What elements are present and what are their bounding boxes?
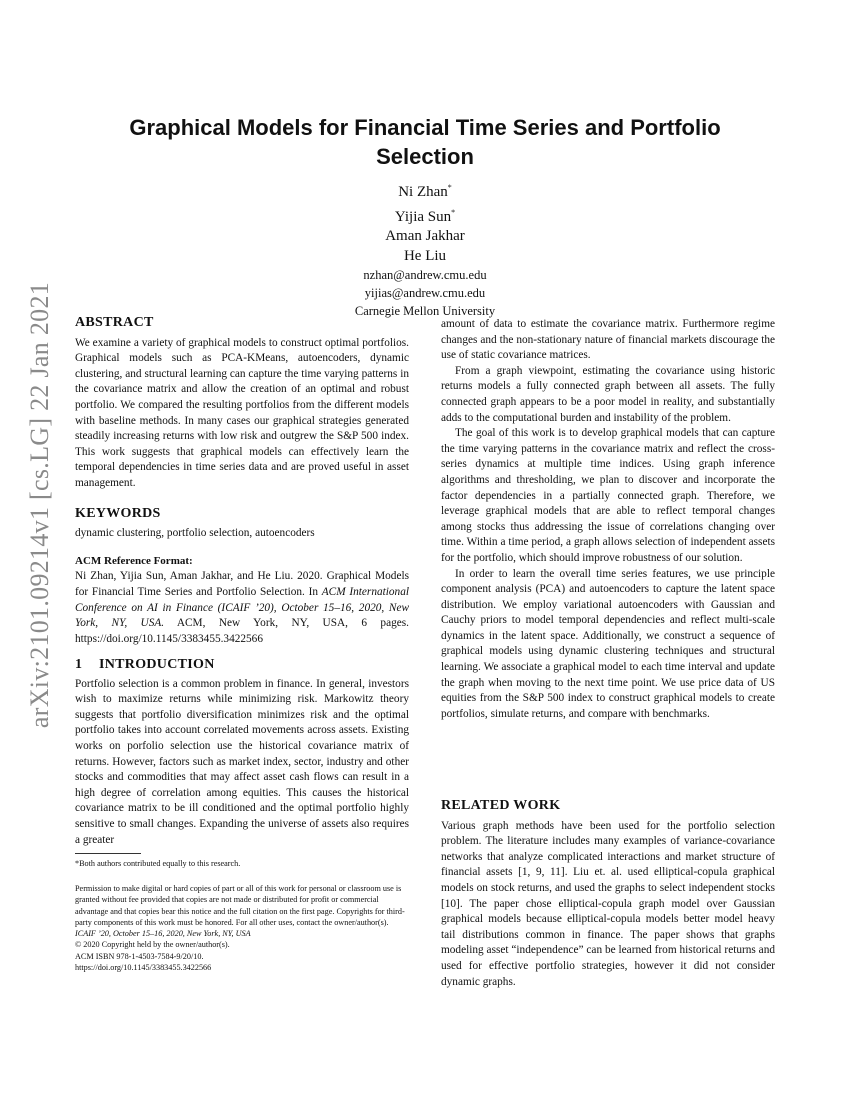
section-title: INTRODUCTION (99, 657, 215, 672)
conference-text: ICAIF ’20, October 15–16, 2020, New York, NY, USA (75, 929, 251, 939)
reference-doi: ACM, New York, NY, USA, 6 pages. https://doi.org/10.1145/3383455.3422566 (75, 617, 409, 645)
footnote: *Both authors contributed equally to this research. (75, 859, 241, 868)
equal-contribution-mark: * (451, 207, 456, 217)
affiliation: Carnegie Mellon University (354, 304, 496, 318)
reference-venue: ACM International Conference on AI in Finance (ICAIF ’20), October 15–16, 2020, New York, NY, USA. (75, 585, 409, 630)
doi-line: https://doi.org/10.1145/3383455.3422566 (75, 963, 212, 973)
keywords-heading: KEYWORDS (75, 505, 161, 521)
intro-paragraph-2: From a graph viewpoint, estimating the covariance using historic returns models a fully connected graph between all assets. The fully connected graph appears to be a poor model in reality, and substantially adds to the computational burden and instability of the problem. (441, 364, 775, 424)
acm-reference-text (75, 569, 409, 647)
author-2 (0, 203, 850, 228)
permission-text: Permission to make digital or hard copies of part or all of this work for personal or classroom use is granted without fee provided that copies are not made or distributed for profit or commercial advantage and that copies bear this notice and the full citation on the first page. Copyrights for third-party components of this work must be honored. For all other uses, contact the owner/author(s). (75, 884, 405, 927)
paper-title: Graphical Models for Financial Time Series and Portfolio Selection (129, 115, 721, 169)
abstract-text: We examine a variety of graphical models to construct optimal portfolios. Graphical models such as PCA-KMeans, autoencoders, dynamic clustering, and structural learning can capture the time varying patterns in the covariance matrix and allow the creation of an optimal and robust portfolio. We compared the resulting portfolios from the different models with baseline methods. In many cases our graphical strategies generated steadily increasing returns with low risk and outgrew the S&P 500 index. This work suggests that graphical models can effectively learn the temporal dependencies in time series data and are proved useful in asset management. (75, 336, 409, 489)
related-work-text: Various graph methods have been used for the portfolio selection problem. The literature includes many examples of variance-covariance networks that analyze complicated interactions and market structure of financial assets [1, 9, 11]. Liu et. al. used elliptical-copula graphical models on stock returns, and used the graphs to select independent stocks [10]. The paper chose elliptical-copula graph model over Gaussian graphical models because elliptical-copula models better model heavy tail distributions common in finance. The paper shows that graphs modeling asset “independence” can be learned from historical returns and used for effective portfolio strategies, however it did not consider dynamic graphs. (441, 819, 775, 988)
left-column-top (75, 315, 409, 647)
author-name: Ni Zhan (398, 184, 448, 200)
author-name: He Liu (403, 247, 447, 264)
abstract-heading: ABSTRACT (75, 315, 154, 330)
arxiv-identifier (22, 281, 58, 729)
keywords-text: dynamic clustering, portfolio selection, autoencoders (75, 527, 315, 540)
section-number: 1 (75, 657, 83, 672)
related-work-section (441, 798, 775, 990)
isbn-line: ACM ISBN 978-1-4503-7584-9/20/10. (75, 951, 204, 961)
arxiv-identifier-text: arXiv:2101.09214v1 [cs.LG] 22 Jan 2021 (25, 281, 54, 729)
author-name: Aman Jakhar (385, 228, 465, 244)
reference-citation: Ni Zhan, Yijia Sun, Aman Jakhar, and He Liu. 2020. Graphical Models for Financial Time Series and Portfolio Selection. In (75, 570, 409, 598)
email-2: yijias@andrew.cmu.edu (364, 286, 486, 300)
right-column (441, 317, 775, 722)
intro-paragraph-1-cont: amount of data to estimate the covariance matrix. Furthermore regime changes and the non-stationary nature of financial markets discourage the use of static covariance matrices. (441, 318, 775, 362)
introduction-section (75, 657, 409, 848)
acm-reference-heading: ACM Reference Format: (75, 554, 193, 567)
footnote-rule (75, 853, 141, 854)
copyright-line: © 2020 Copyright held by the owner/author(s). (75, 940, 230, 950)
conference-line (75, 928, 409, 939)
author-name: Yijia Sun (394, 208, 452, 225)
intro-paragraph-1: Portfolio selection is a common problem in finance. In general, investors wish to maximize returns while minimizing risk. Markowitz theory suggests that portfolio diversification minimizes risk and the optimal portfolio takes into account correlated movements across assets. Existing works on porfolio selection use the historical covariance matrix of returns. However, factors such as market index, sector, industry and other stocks and commodities that may affect asset cash flows can result in a high degree of correlation among equities. This causes the historical covariance matrix to be ill conditioned and the optimal portfolio highly sensitive to small changes. Expanding the universe of assets also requires a greater (75, 677, 409, 846)
author-3 (0, 227, 850, 247)
introduction-heading (75, 657, 409, 673)
author-1 (0, 178, 850, 203)
author-4 (0, 247, 850, 267)
intro-paragraph-3: The goal of this work is to develop graphical models that can capture the time varying patterns in the covariance matrix and reflect the cross-series dynamics at multiple time indices. Using graph inference algorithms and thresholding, we plan to discover and incorporate the factor dependencies in a partially connected graph. Therefore, we leverage graphical models that are able to reflect temporal changes among stocks thus addressing the issue of correlations changing over time. Within a time period, a graph allows selection of independent assets for the portfolio, which should improve robustness of our solution. (441, 427, 775, 564)
author-block (0, 178, 850, 320)
email-1: nzhan@andrew.cmu.edu (363, 268, 487, 282)
intro-paragraph-4: In order to learn the overall time series features, we use principle component analysis (PCA) and autoencoders to capture the latent space distribution. We employ variational autoencoders with Gaussian and Cauchy priors to model temporal dependencies and reflect multi-scale dynamics in the latent space. Additionally, we construct a sequence of graphical models using dynamic clustering techniques and structural learning. We associate a graphical model to each time interval and update the graph when moving to the next time point. We use price data of US equities from the S&P 500 index to construct graphical models to create portfolios, simulate returns, and compare with benchmarks. (441, 567, 775, 720)
equal-contribution-mark: * (447, 183, 452, 192)
permission-block (75, 883, 409, 973)
related-work-heading: RELATED WORK (441, 798, 561, 813)
